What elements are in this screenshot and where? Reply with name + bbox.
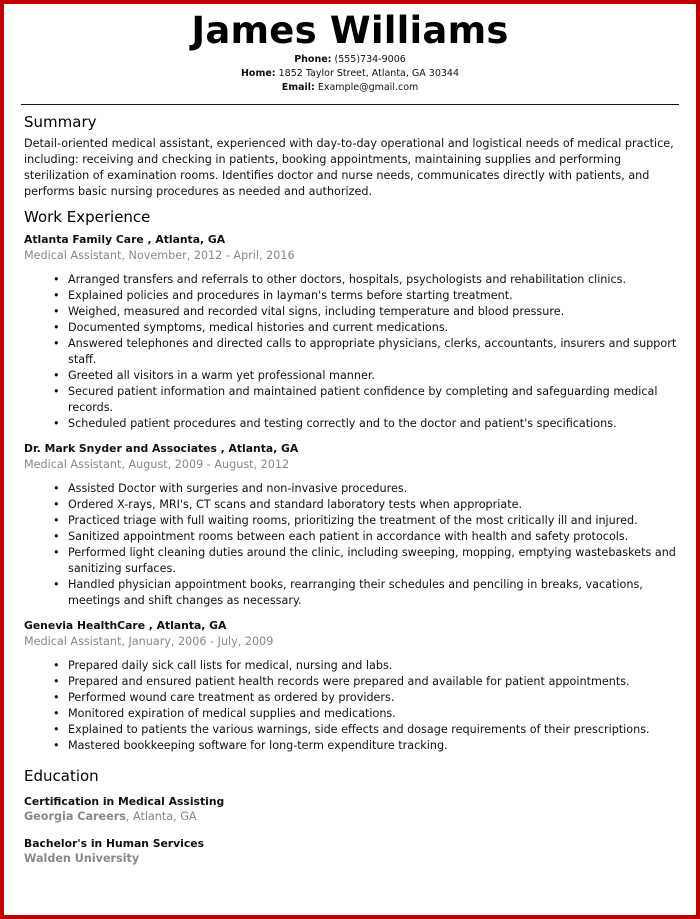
candidate-name: James Williams: [191, 9, 509, 52]
job-title: Medical Assistant: [24, 635, 122, 648]
duty-text: Prepared and ensured patient health records were prepared and available for patient appointments.: [68, 675, 630, 688]
bullet-icon: •: [53, 498, 60, 511]
duty-text: Performed wound care treatment as ordered by providers.: [68, 691, 395, 704]
list-item: [53, 384, 678, 416]
duty-text: Performed light cleaning duties around the clinic, including sweeping, mopping, emptying wastebaskets and sanitizing surfaces.: [68, 546, 676, 575]
list-item: [53, 368, 678, 384]
education-location: , Atlanta, GA: [125, 810, 197, 823]
duty-text: Greeted all visitors in a warm yet professional manner.: [68, 369, 375, 382]
list-item: [53, 722, 678, 738]
duty-text: Answered telephones and directed calls to appropriate physicians, clerks, accountants, insurers and support staff.: [68, 337, 677, 366]
work-experience-heading: Work Experience: [24, 208, 151, 226]
education-entry: [24, 836, 678, 866]
phone-value: (555)734-9006: [334, 54, 406, 65]
list-item: [53, 706, 678, 722]
education-school-line: [24, 809, 678, 824]
job-duties-list: [24, 272, 678, 432]
duty-text: Prepared daily sick call lists for medical, nursing and labs.: [68, 659, 393, 672]
list-item: [53, 416, 678, 432]
home-line: [4, 67, 696, 81]
phone-label: Phone:: [294, 54, 332, 65]
duty-text: Ordered X-rays, MRI's, CT scans and standard laboratory tests when appropriate.: [68, 498, 523, 511]
job-title: Medical Assistant: [24, 458, 122, 471]
header-divider: [21, 104, 679, 105]
duty-text: Assisted Doctor with surgeries and non-invasive procedures.: [68, 482, 408, 495]
duty-text: Secured patient information and maintained patient confidence by completing and safeguarding medical records.: [68, 385, 658, 414]
job-duties-list: [24, 658, 678, 754]
email-line: [4, 81, 696, 95]
bullet-icon: •: [53, 530, 60, 543]
duty-text: Arranged transfers and referrals to other doctors, hospitals, psychologists and rehabilitation clinics.: [68, 273, 627, 286]
duty-text: Sanitized appointment rooms between each patient in accordance with health and safety protocols.: [68, 530, 629, 543]
duty-text: Mastered bookkeeping software for long-term expenditure tracking.: [68, 739, 448, 752]
bullet-icon: •: [53, 578, 60, 591]
education-school: Walden University: [24, 852, 140, 865]
bullet-icon: •: [53, 723, 60, 736]
bullet-icon: •: [53, 482, 60, 495]
job-title: Medical Assistant: [24, 249, 122, 262]
email-value: Example@gmail.com: [317, 82, 419, 93]
bullet-icon: •: [53, 337, 60, 350]
job-employer: Atlanta Family Care , Atlanta, GA: [24, 233, 226, 246]
job-dates: , August, 2009 - August, 2012: [121, 458, 290, 471]
bullet-icon: •: [53, 305, 60, 318]
email-label: Email:: [281, 82, 315, 93]
list-item: [53, 674, 678, 690]
list-item: [53, 320, 678, 336]
education-heading: Education: [24, 767, 99, 785]
bullet-icon: •: [53, 385, 60, 398]
bullet-icon: •: [53, 289, 60, 302]
bullet-icon: •: [53, 321, 60, 334]
home-value: 1852 Taylor Street, Atlanta, GA 30344: [278, 68, 460, 79]
duty-text: Monitored expiration of medical supplies and medications.: [68, 707, 396, 720]
duty-text: Practiced triage with full waiting rooms, prioritizing the treatment of the most critically ill and injured.: [68, 514, 638, 527]
list-item: [53, 738, 678, 754]
list-item: [53, 304, 678, 320]
bullet-icon: •: [53, 691, 60, 704]
resume-body: [4, 112, 696, 866]
list-item: [53, 513, 678, 529]
list-item: [53, 481, 678, 497]
list-item: [53, 545, 678, 577]
resume-header: [4, 9, 696, 95]
list-item: [53, 690, 678, 706]
bullet-icon: •: [53, 675, 60, 688]
duty-text: Documented symptoms, medical histories and current medications.: [68, 321, 449, 334]
education-school-line: [24, 851, 678, 866]
duty-text: Explained policies and procedures in layman's terms before starting treatment.: [68, 289, 513, 302]
bullet-icon: •: [53, 369, 60, 382]
bullet-icon: •: [53, 273, 60, 286]
list-item: [53, 336, 678, 368]
job-role: [24, 457, 678, 473]
duty-text: Scheduled patient procedures and testing correctly and to the doctor and patient's specifications.: [68, 417, 617, 430]
job-entry: [24, 618, 678, 754]
job-dates: , November, 2012 - April, 2016: [121, 249, 295, 262]
bullet-icon: •: [53, 417, 60, 430]
list-item: [53, 497, 678, 513]
summary-text: Detail-oriented medical assistant, experienced with day-to-day operational and logistical needs of medical practice, including: receiving and checking in patients, booking appointments, maintaining supplies and performing sterilization of examination rooms. Identifies doctor and nurse needs, communicates directly with patients, and performs basic nursing procedures as needed and authorized.: [24, 137, 674, 198]
job-employer: Genevia HealthCare , Atlanta, GA: [24, 619, 227, 632]
list-item: [53, 658, 678, 674]
summary-heading: Summary: [24, 113, 97, 131]
job-role: [24, 248, 678, 264]
job-role: [24, 634, 678, 650]
job-entry: [24, 441, 678, 609]
duty-text: Handled physician appointment books, rearranging their schedules and penciling in breaks, vacations, meetings and shift changes as necessary.: [68, 578, 643, 607]
duty-text: Explained to patients the various warnings, side effects and dosage requirements of their prescriptions.: [68, 723, 650, 736]
bullet-icon: •: [53, 514, 60, 527]
job-dates: , January, 2006 - July, 2009: [121, 635, 274, 648]
education-school: Georgia Careers: [24, 810, 126, 823]
job-duties-list: [24, 481, 678, 609]
phone-line: [4, 53, 696, 67]
home-label: Home:: [240, 68, 276, 79]
list-item: [53, 288, 678, 304]
job-entry: [24, 232, 678, 432]
list-item: [53, 272, 678, 288]
bullet-icon: •: [53, 546, 60, 559]
list-item: [53, 529, 678, 545]
job-employer: Dr. Mark Snyder and Associates , Atlanta, GA: [24, 442, 299, 455]
education-degree: Bachelor's in Human Services: [24, 837, 205, 850]
education-entry: [24, 794, 678, 824]
education-degree: Certification in Medical Assisting: [24, 795, 225, 808]
bullet-icon: •: [53, 659, 60, 672]
bullet-icon: •: [53, 707, 60, 720]
bullet-icon: •: [53, 739, 60, 752]
list-item: [53, 577, 678, 609]
duty-text: Weighed, measured and recorded vital signs, including temperature and blood pressure.: [68, 305, 565, 318]
